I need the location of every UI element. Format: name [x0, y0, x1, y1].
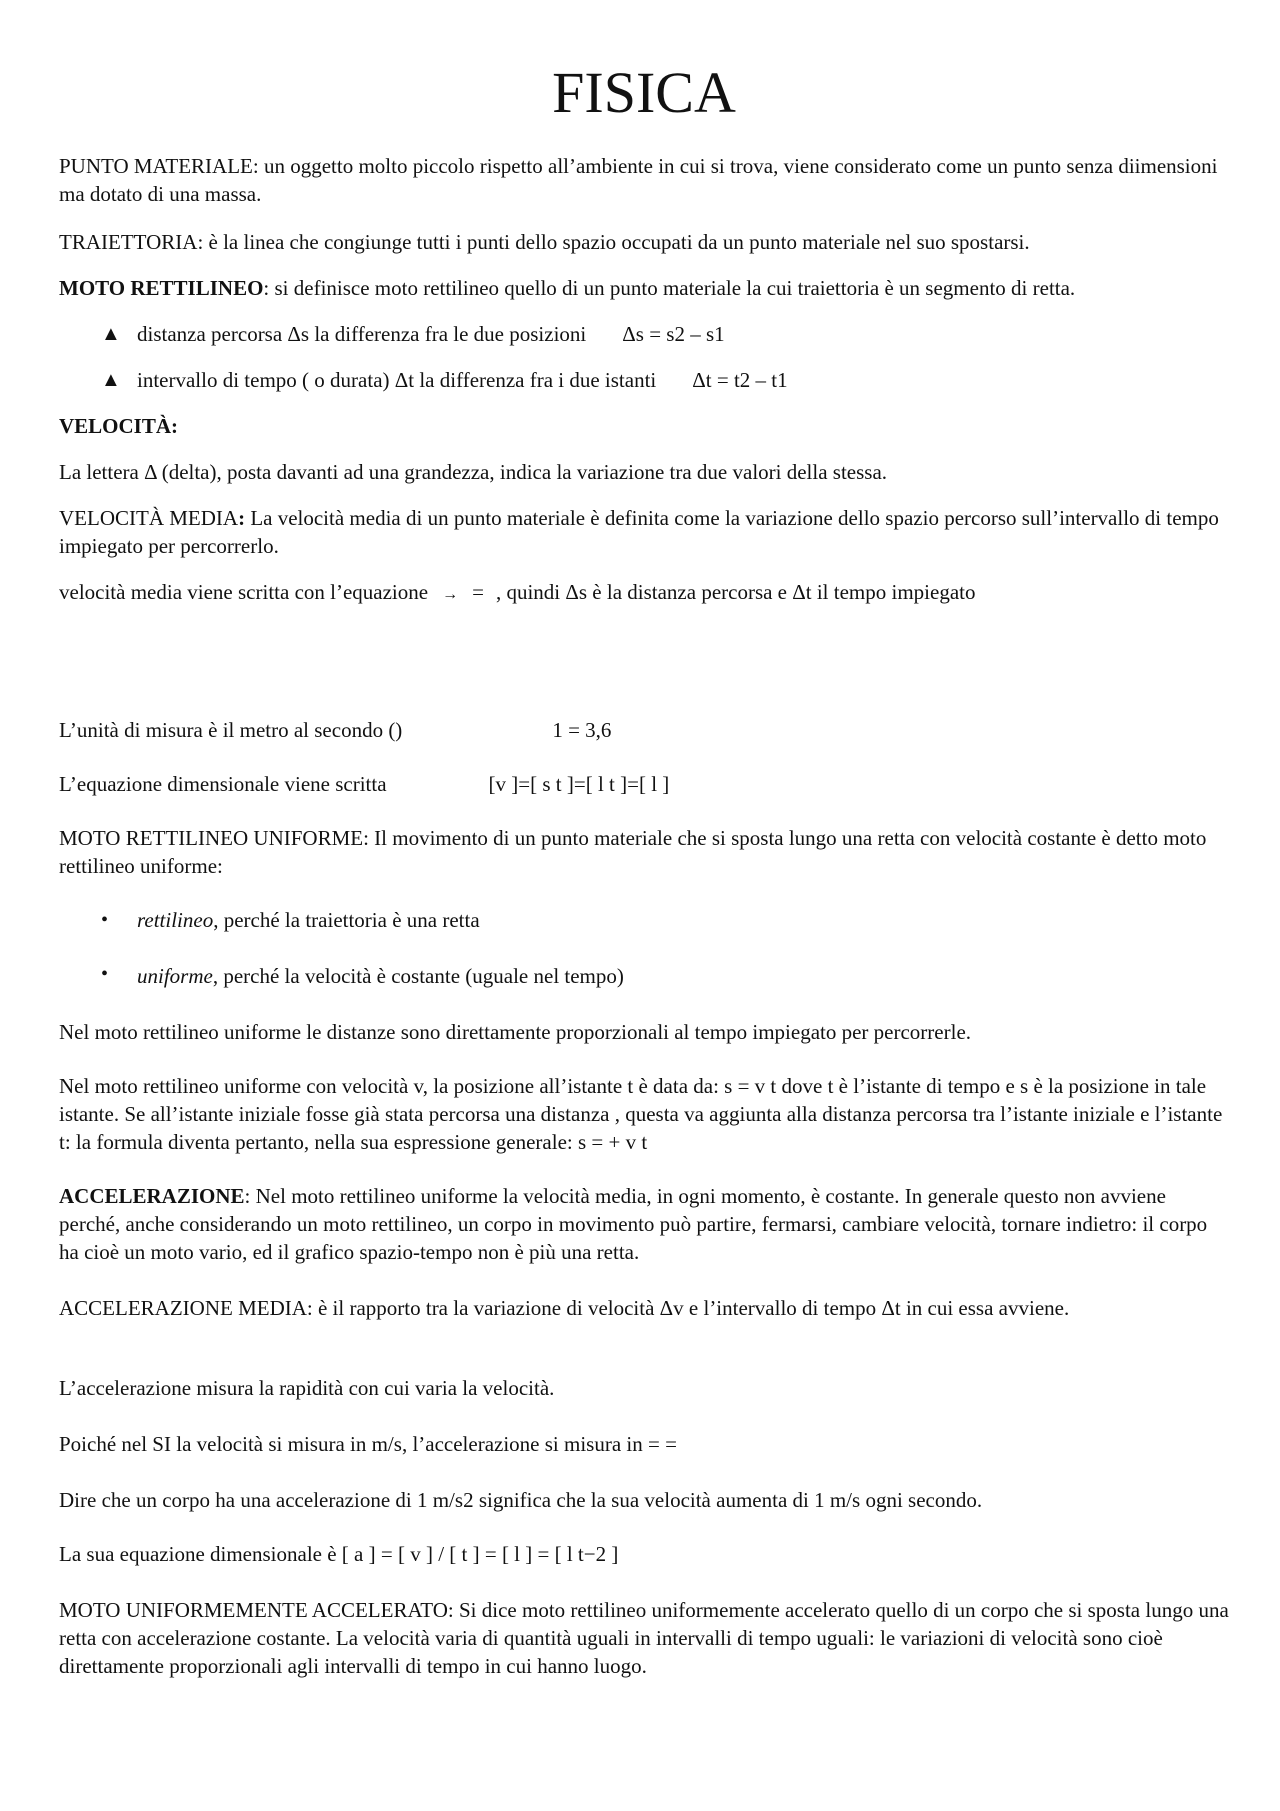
- page-title: FISICA: [552, 60, 736, 125]
- punto-materiale-label: PUNTO MATERIALE: [59, 154, 253, 178]
- accelerazione-media-paragraph: [59, 1294, 1229, 1322]
- punto-materiale-paragraph: [59, 152, 1229, 208]
- punto-materiale-text: : un oggetto molto piccolo rispetto all’ambiente in cui si trova, viene considerato come un punto senza diimensioni ma dotato di una massa.: [59, 154, 1218, 206]
- dimensionale-formula: [v ]=[ s t ]=[ l t ]=[ l ]: [488, 772, 670, 796]
- accelerazione-media-label: ACCELERAZIONE MEDIA: [59, 1296, 307, 1320]
- accelerazione-label: ACCELERAZIONE: [59, 1184, 245, 1208]
- bullet-term: uniforme: [137, 964, 213, 988]
- equazione-text-2: , quindi Δs è la distanza percorsa e Δt il tempo impiegato: [495, 580, 976, 604]
- accelerazione-text: : Nel moto rettilineo uniforme la velocità media, in ogni momento, è costante. In generale questo non avviene perché, anche considerando un moto rettilineo, un corpo in movimento può partire, fermarsi, cambiare velocità, tornare indietro: il corpo ha cioè un moto vario, ed il grafico spazio-tempo non è più una retta.: [59, 1184, 1208, 1264]
- rapidita-paragraph: L’accelerazione misura la rapidità con cui varia la velocità.: [59, 1376, 555, 1400]
- unita-text: L’unità di misura è il metro al secondo (): [59, 718, 403, 742]
- list-item: [137, 906, 480, 934]
- moto-rettilineo-paragraph: [59, 274, 1229, 302]
- velocita-media-text: La velocità media di un punto materiale è definita come la variazione dello spazio percorso sull’intervallo di tempo impiegato per percorrerlo.: [59, 506, 1219, 558]
- bullet-formula: Δt = t2 – t1: [692, 368, 788, 392]
- proporzionali-paragraph: Nel moto rettilineo uniforme le distanze sono direttamente proporzionali al tempo impiegato per percorrerle.: [59, 1020, 972, 1044]
- mru-label: MOTO RETTILINEO UNIFORME: [59, 826, 364, 850]
- mua-label: MOTO UNIFORMEMENTE ACCELERATO: [59, 1598, 448, 1622]
- mru-text: : Il movimento di un punto materiale che si sposta lungo una retta con velocità costante è detto moto rettilineo uniforme:: [59, 826, 1207, 878]
- triangle-bullet-icon: ▲: [101, 369, 121, 391]
- si-paragraph: Poiché nel SI la velocità si misura in m/s, l’accelerazione si misura in = =: [59, 1432, 677, 1456]
- accelerazione-dimensionale-paragraph: La sua equazione dimensionale è [ a ] = [ v ] / [ t ] = [ l ] = [ l t−2 ]: [59, 1542, 619, 1566]
- mua-text: : Si dice moto rettilineo uniformemente accelerato quello di un corpo che si sposta lungo una retta con accelerazione costante. La velocità varia di quantità uguali in intervalli di tempo uguali: le variazioni di velocità sono cioè direttamente proporzionali agli intervalli di tempo in cui hanno luogo.: [59, 1598, 1229, 1678]
- accelerazione-media-text: : è il rapporto tra la variazione di velocità Δv e l’intervallo di tempo Δt in cui essa avviene.: [306, 1296, 1070, 1320]
- equazione-text: velocità media viene scritta con l’equazione: [59, 580, 429, 604]
- velocita-heading: VELOCITÀ:: [59, 414, 179, 438]
- triangle-bullet-icon: ▲: [101, 323, 121, 345]
- traiettoria-label: TRAIETTORIA: [59, 230, 198, 254]
- bullet-text: , perché la velocità è costante (uguale nel tempo): [212, 964, 624, 988]
- velocita-media-colon: :: [238, 506, 246, 530]
- traiettoria-text: : è la linea che congiunge tutti i punti dello spazio occupati da un punto materiale nel suo spostarsi.: [197, 230, 1030, 254]
- dimensionale-paragraph: [59, 770, 1229, 798]
- bullet-formula: Δs = s2 – s1: [622, 322, 725, 346]
- dimensionale-text: L’equazione dimensionale viene scritta: [59, 772, 387, 796]
- velocita-media-paragraph: [59, 504, 1229, 560]
- list-item: [137, 320, 725, 348]
- bullet-text: intervallo di tempo ( o durata) Δt la differenza fra i due istanti: [137, 368, 657, 392]
- moto-rettilineo-label: MOTO RETTILINEO: [59, 276, 264, 300]
- list-item: [137, 366, 788, 394]
- mru-paragraph: [59, 824, 1229, 880]
- equazione-paragraph: [59, 578, 1229, 609]
- unita-paragraph: [59, 716, 1229, 744]
- mua-paragraph: [59, 1596, 1229, 1680]
- arrow-icon: →: [442, 586, 459, 603]
- esempio-paragraph: Dire che un corpo ha una accelerazione di 1 m/s2 significa che la sua velocità aumenta di 1 m/s ogni secondo.: [59, 1488, 983, 1512]
- equals-sign: =: [472, 580, 484, 604]
- unita-formula: 1 = 3,6: [552, 718, 612, 742]
- accelerazione-paragraph: [59, 1182, 1229, 1266]
- bullet-term: rettilineo: [137, 908, 214, 932]
- list-item: [137, 962, 624, 990]
- moto-rettilineo-text: : si definisce moto rettilineo quello di un punto materiale la cui traiettoria è un segmento di retta.: [263, 276, 1076, 300]
- bullet-text: , perché la traiettoria è una retta: [213, 908, 480, 932]
- posizione-paragraph: Nel moto rettilineo uniforme con velocità v, la posizione all’istante t è data da: s = v t dove t è l’istante di tempo e s è la posizione in tale istante. Se all’istante iniziale fosse già stata percorsa una distanza , questa va aggiunta alla distanza percorsa tra l’istante iniziale e l’istante t: la formula diventa pertanto, nella sua espressione generale: s = + v t: [59, 1074, 1223, 1154]
- dot-bullet-icon: •: [101, 909, 109, 931]
- velocita-media-label: VELOCITÀ MEDIA: [59, 506, 239, 530]
- traiettoria-paragraph: [59, 228, 1229, 256]
- dot-bullet-icon: •: [101, 963, 109, 985]
- delta-paragraph: La lettera Δ (delta), posta davanti ad una grandezza, indica la variazione tra due valori della stessa.: [59, 460, 888, 484]
- bullet-text: distanza percorsa Δs la differenza fra le due posizioni: [137, 322, 587, 346]
